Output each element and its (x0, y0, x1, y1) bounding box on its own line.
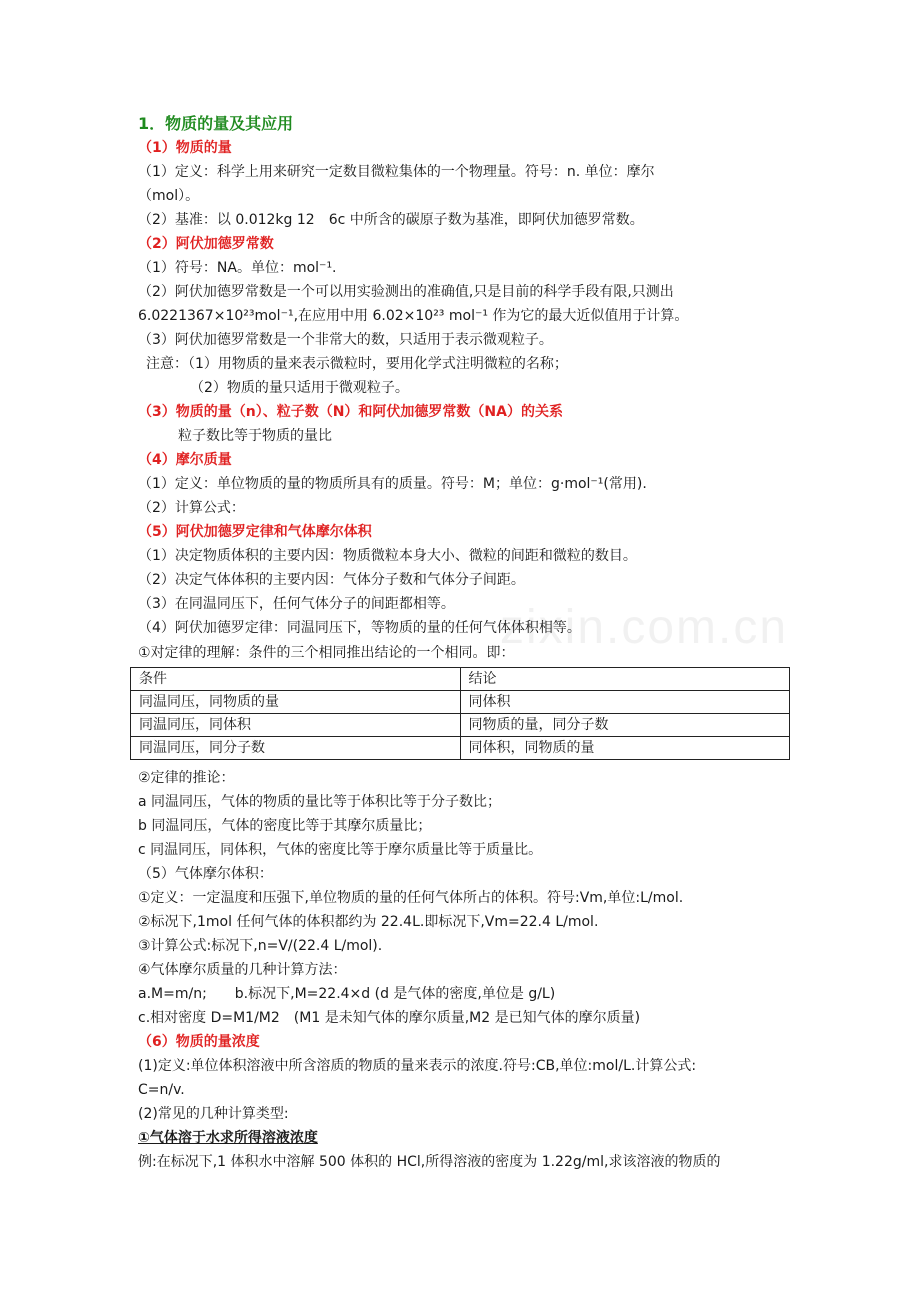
text-line: ①对定律的理解：条件的三个相同推出结论的一个相同。即： (138, 645, 515, 661)
text-line: （5）气体摩尔体积： (138, 866, 273, 882)
text-line: （4）阿伏加德罗定律：同温同压下，等物质的量的任何气体体积相等。 (138, 620, 581, 636)
text-line: 例:在标况下,1 体积水中溶解 500 体积的 HCl,所得溶液的密度为 1.22g/ml,求该溶液的物质的 (138, 1154, 721, 1170)
text-line: （3）在同温同压下，任何气体分子的间距都相等。 (138, 596, 455, 612)
text-line: ①定义：一定温度和压强下,单位物质的量的任何气体所占的体积。符号:Vm,单位:L/mol. (138, 890, 684, 906)
text-line: （1）定义：科学上用来研究一定数目微粒集体的一个物理量。符号：n. 单位：摩尔 (138, 164, 655, 180)
table-cell: 同温同压，同分子数 (131, 737, 461, 760)
text-line: （1）符号：NA。单位：mol⁻¹. (138, 260, 337, 276)
comparison-table (130, 667, 790, 760)
subheading-underlined: ①气体溶于水求所得溶液浓度 (138, 1130, 318, 1146)
section-heading-4: （4）摩尔质量 (138, 452, 232, 468)
text-line: 6.0221367×10²³mol⁻¹,在应用中用 6.02×10²³ mol⁻¹ 作为它的最大近似值用于计算。 (138, 308, 689, 324)
table-cell: 同体积，同物质的量 (460, 737, 790, 760)
text-line: a 同温同压，气体的物质的量比等于体积比等于分子数比； (138, 794, 502, 810)
table-row (131, 691, 790, 714)
text-line: （1）定义：单位物质的量的物质所具有的质量。符号：M；单位：g·mol⁻¹(常用). (138, 476, 647, 492)
text-line: c.相对密度 D=M1/M2 (M1 是未知气体的摩尔质量,M2 是已知气体的摩尔质量) (138, 1010, 641, 1026)
text-line: ②标况下,1mol 任何气体的体积都约为 22.4L.即标况下,Vm=22.4 L/mol. (138, 914, 599, 930)
table-cell: 同温同压，同体积 (131, 714, 461, 737)
table-cell: 同体积 (460, 691, 790, 714)
text-line: 粒子数比等于物质的量比 (178, 428, 332, 444)
section-heading-5: （5）阿伏加德罗定律和气体摩尔体积 (138, 524, 372, 540)
section-heading-3: （3）物质的量（n）、粒子数（N）和阿伏加德罗常数（NA）的关系 (138, 404, 563, 420)
section-heading-6: （6）物质的量浓度 (138, 1034, 260, 1050)
text-line: ②定律的推论： (138, 770, 235, 786)
text-line: （2）阿伏加德罗常数是一个可以用实验测出的准确值,只是目前的科学手段有限,只测出 (138, 284, 674, 300)
table-cell: 同温同压，同物质的量 (131, 691, 461, 714)
text-line: （2）决定气体体积的主要内因：气体分子数和气体分子间距。 (138, 572, 525, 588)
table-header-cell: 条件 (131, 668, 461, 691)
page-title: 1．物质的量及其应用 (138, 114, 294, 133)
text-line: (1)定义:单位体积溶液中所含溶质的物质的量来表示的浓度.符号:CB,单位:mol/L.计算公式: (138, 1058, 697, 1074)
table-row (131, 737, 790, 760)
text-line: （2）计算公式： (138, 500, 245, 516)
note-line: 注意：（1）用物质的量来表示微粒时，要用化学式注明微粒的名称； (146, 356, 568, 372)
text-line: ③计算公式:标况下,n=V/(22.4 L/mol). (138, 938, 383, 954)
text-line: (2)常见的几种计算类型: (138, 1106, 289, 1122)
text-line: ④气体摩尔质量的几种计算方法： (138, 962, 347, 978)
text-line: C=n/v. (138, 1082, 185, 1098)
section-heading-2: （2）阿伏加德罗常数 (138, 236, 274, 252)
text-line: b 同温同压，气体的密度比等于其摩尔质量比； (138, 818, 432, 834)
text-line: c 同温同压，同体积，气体的密度比等于摩尔质量比等于质量比。 (138, 842, 543, 858)
text-line: （1）决定物质体积的主要内因：物质微粒本身大小、微粒的间距和微粒的数目。 (138, 548, 637, 564)
section-heading-1: （1）物质的量 (138, 140, 232, 156)
text-line: a.M=m/n; b.标况下,M=22.4×d (d 是气体的密度,单位是 g/L) (138, 986, 556, 1002)
table-cell: 同物质的量，同分子数 (460, 714, 790, 737)
watermark: zixin.com.cn (500, 601, 789, 654)
table-row (131, 714, 790, 737)
note-line: （2）物质的量只适用于微观粒子。 (190, 380, 409, 396)
text-line: （mol）。 (138, 188, 200, 204)
table-header-cell: 结论 (460, 668, 790, 691)
text-line: （2）基准：以 0.012kg 12 6c 中所含的碳原子数为基准，即阿伏加德罗常数。 (138, 212, 644, 228)
table-header-row (131, 668, 790, 691)
text-line: （3）阿伏加德罗常数是一个非常大的数，只适用于表示微观粒子。 (138, 332, 553, 348)
